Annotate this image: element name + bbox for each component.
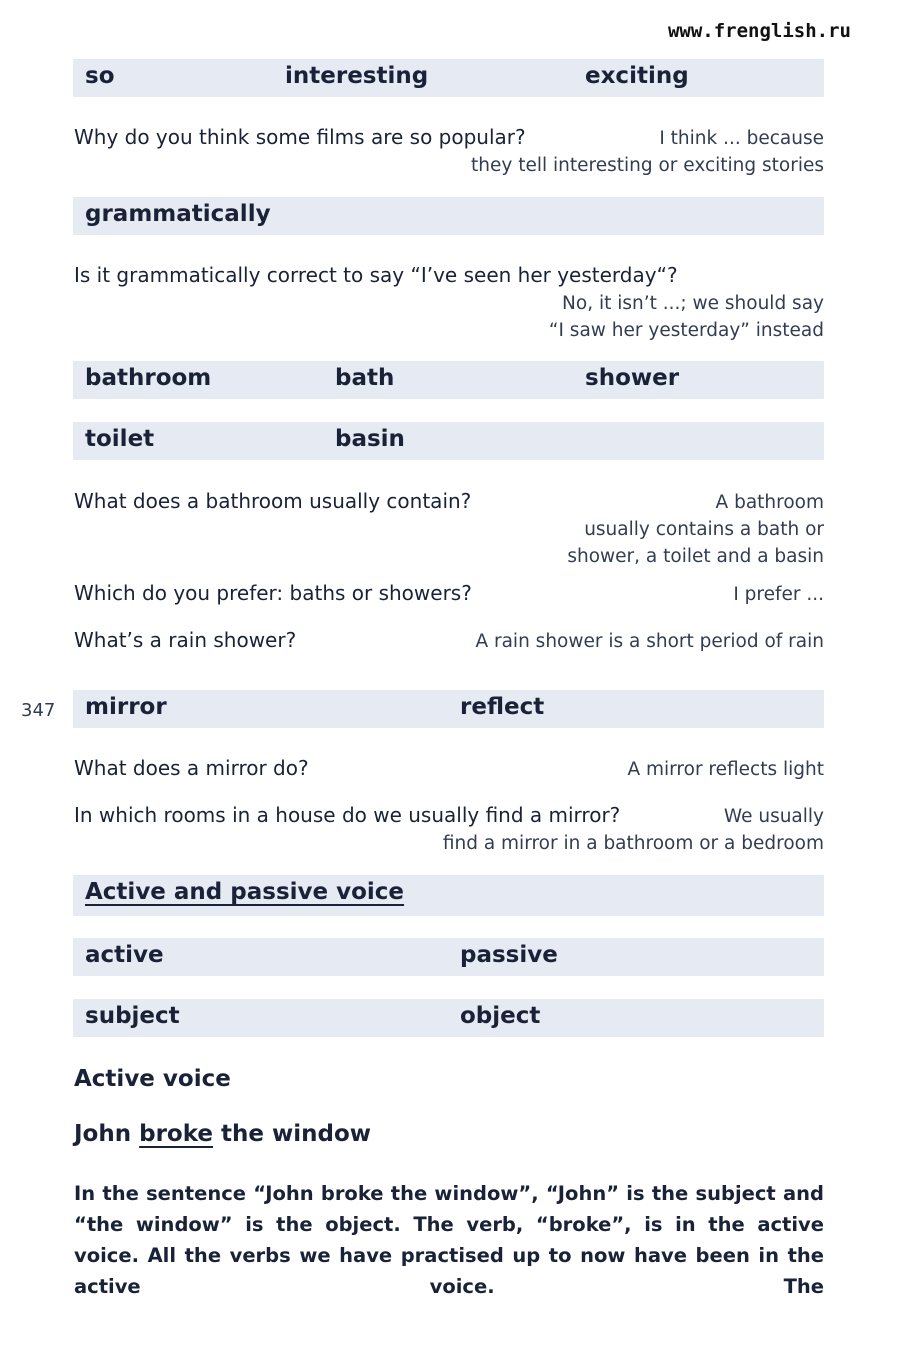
vocab-word: mirror — [85, 694, 167, 720]
vocab-word: bath — [335, 365, 395, 391]
example-sentence: John broke the window — [74, 1121, 372, 1147]
explanation-paragraph: In the sentence “John broke the window”, “John” is the subject and “the window” is the object. The verb, “broke”, is in the active voice. All the verbs we have practised up to now have been in the active voice. The — [74, 1182, 824, 1298]
vocab-word: grammatically — [85, 201, 271, 227]
question: What’s a rain shower? — [74, 628, 297, 652]
answer: I prefer ... — [733, 584, 824, 605]
section-title-band — [73, 875, 824, 916]
question: Why do you think some films are so popular? — [74, 125, 526, 149]
answer: I think ... because they tell interesting or exciting stories — [471, 128, 824, 176]
vocab-word: shower — [585, 365, 680, 391]
answer: A rain shower is a short period of rain — [475, 631, 824, 652]
vocab-word: active — [85, 942, 164, 968]
section-title: Active and passive voice — [85, 879, 405, 905]
question: In which rooms in a house do we usually find a mirror? — [74, 803, 621, 827]
answer: No, it isn’t ...; we should say “I saw her yesterday” instead — [548, 293, 824, 341]
vocab-word: basin — [335, 426, 405, 452]
vocab-word: subject — [85, 1003, 180, 1029]
section-heading: Active voice — [74, 1066, 231, 1092]
vocab-band — [73, 361, 824, 399]
vocab-band — [73, 197, 824, 235]
answer: A mirror reflects light — [627, 759, 824, 780]
question: What does a mirror do? — [74, 756, 309, 780]
vocab-band — [73, 59, 824, 97]
vocab-band — [73, 690, 824, 728]
vocab-word: toilet — [85, 426, 155, 452]
vocab-band — [73, 938, 824, 976]
answer: A bathroom usually contains a bath or shower, a toilet and a basin — [567, 492, 824, 567]
vocab-word: bathroom — [85, 365, 212, 391]
vocab-word: exciting — [585, 63, 689, 89]
question: What does a bathroom usually contain? — [74, 489, 472, 513]
vocab-band — [73, 422, 824, 460]
site-url: www.frenglish.ru — [667, 20, 851, 42]
question: Is it grammatically correct to say “I’ve seen her yesterday“? — [74, 263, 678, 287]
answer: We usually find a mirror in a bathroom or a bedroom — [442, 806, 824, 854]
example-verb: broke — [139, 1121, 214, 1147]
vocab-word: passive — [460, 942, 558, 968]
vocab-word: object — [460, 1003, 541, 1029]
vocab-word: so — [85, 63, 115, 89]
vocab-word: reflect — [460, 694, 545, 720]
vocab-band — [73, 999, 824, 1037]
vocab-word: interesting — [285, 63, 429, 89]
question: Which do you prefer: baths or showers? — [74, 581, 472, 605]
page-number: 347 — [21, 700, 56, 721]
